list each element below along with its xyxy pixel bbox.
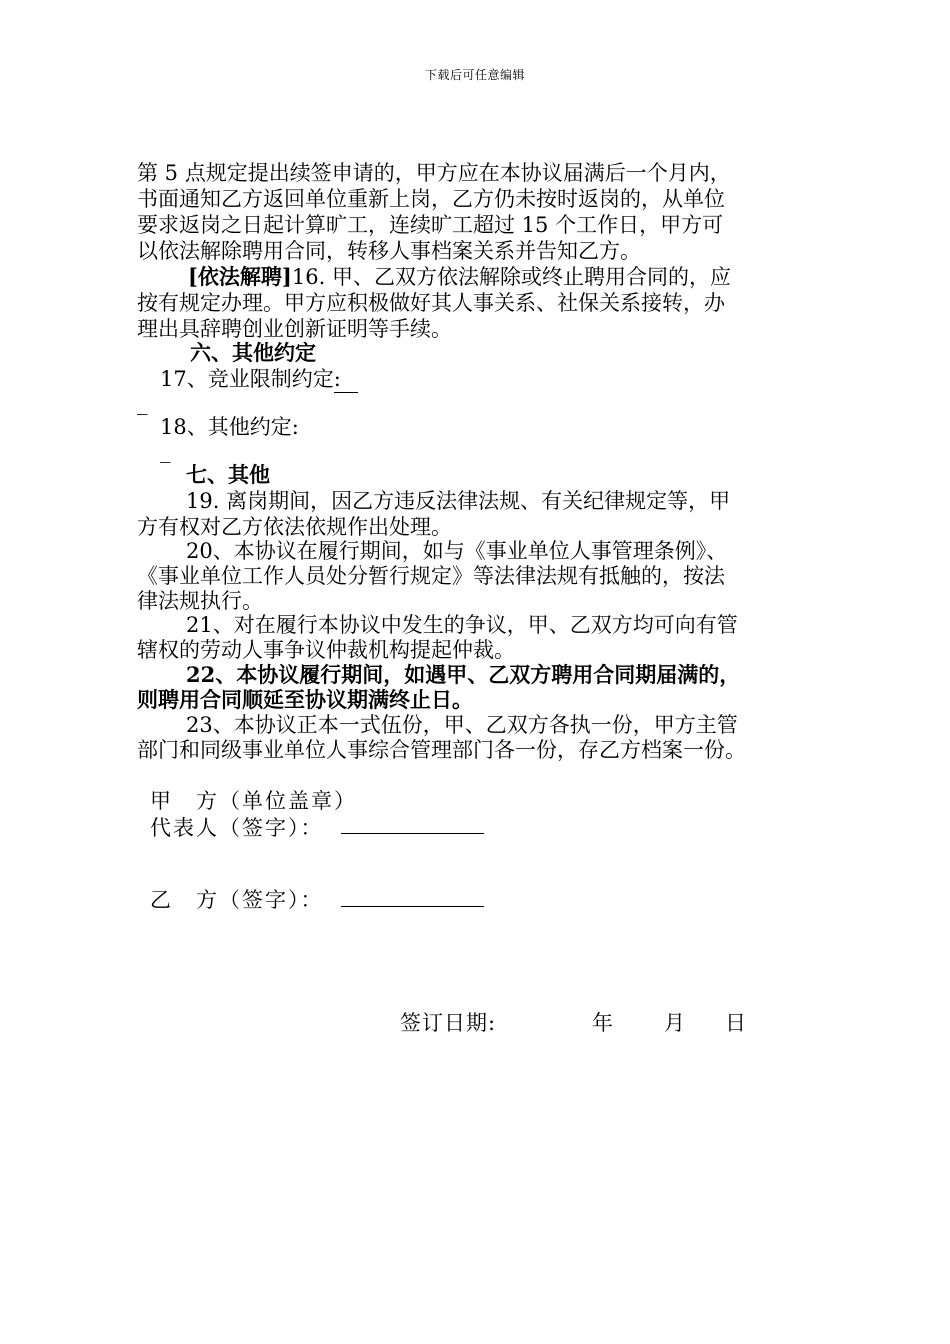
paragraph-line-bold: 则聘用合同顺延至协议期满终止日。 xyxy=(137,687,473,712)
section-7-title: 七、其他 xyxy=(186,462,270,487)
party-a-label: 甲 方（单位盖章） xyxy=(150,789,357,813)
item-18-dash: _ xyxy=(160,439,171,463)
paragraph-line: 《事业单位工作人员处分暂行规定》等法律法规有抵触的，按法 xyxy=(137,564,725,588)
paragraph-line: 19. 离岗期间，因乙方违反法律法规、有关纪律规定等，甲 xyxy=(186,489,731,513)
paragraph-line: 以依法解除聘用合同，转移人事档案关系并告知乙方。 xyxy=(137,239,641,263)
paragraph-line: 方有权对乙方依法依规作出处理。 xyxy=(137,515,452,539)
paragraph-line: 第 5 点规定提出续签申请的，甲方应在本协议届满后一个月内， xyxy=(137,161,731,185)
item-18-label: 18、其他约定: xyxy=(160,415,299,439)
clause-16-heading: [依法解聘] xyxy=(188,264,292,289)
clause-16-line xyxy=(188,264,731,290)
paragraph-line: 要求返岗之日起计算旷工，连续旷工超过 15 个工作日，甲方可 xyxy=(137,213,724,237)
paragraph-line: 23、本协议正本一式伍份，甲、乙双方各执一份，甲方主管 xyxy=(186,713,738,737)
item-17-blank: : xyxy=(334,366,358,393)
paragraph-line: 辖权的劳动人事争议仲裁机构提起仲裁。 xyxy=(137,638,515,662)
paragraph-line: 理出具辞聘创业创新证明等手续。 xyxy=(137,317,452,341)
date-year: 年 xyxy=(592,1011,615,1035)
paragraph-line: 部门和同级事业单位人事综合管理部门各一份，存乙方档案一份。 xyxy=(137,738,746,762)
date-day: 日 xyxy=(725,1011,748,1035)
paragraph-line: 按有规定办理。甲方应积极做好其人事关系、社保关系接转，办 xyxy=(137,291,725,315)
representative-label: 代表人（签字）： xyxy=(150,816,324,840)
date-label: 签订日期: xyxy=(400,1011,497,1035)
date-month: 月 xyxy=(664,1011,687,1035)
representative-signature-line[interactable] xyxy=(341,833,484,834)
paragraph-line: 20、本协议在履行期间，如与《事业单位人事管理条例》、 xyxy=(186,539,728,563)
item-17-label: 17、竞业限制约定 xyxy=(160,367,334,391)
section-6-title: 六、其他约定 xyxy=(190,340,316,365)
paragraph-line: 21、对在履行本协议中发生的争议，甲、乙双方均可向有管 xyxy=(186,613,738,637)
clause-16-text: 16. 甲、乙双方依法解除或终止聘用合同的，应 xyxy=(291,265,731,289)
item-17 xyxy=(160,366,358,393)
party-b-signature-line[interactable] xyxy=(341,906,484,907)
item-17-dash: _ xyxy=(137,391,148,415)
paragraph-line-bold: 22、本协议履行期间，如遇甲、乙双方聘用合同期届满的， xyxy=(186,662,741,687)
paragraph-line: 律法规执行。 xyxy=(137,589,263,613)
paragraph-line: 书面通知乙方返回单位重新上岗，乙方仍未按时返岗的，从单位 xyxy=(137,187,725,211)
page-header: 下载后可任意编辑 xyxy=(424,68,525,82)
party-b-label: 乙 方（签字）： xyxy=(150,888,324,912)
